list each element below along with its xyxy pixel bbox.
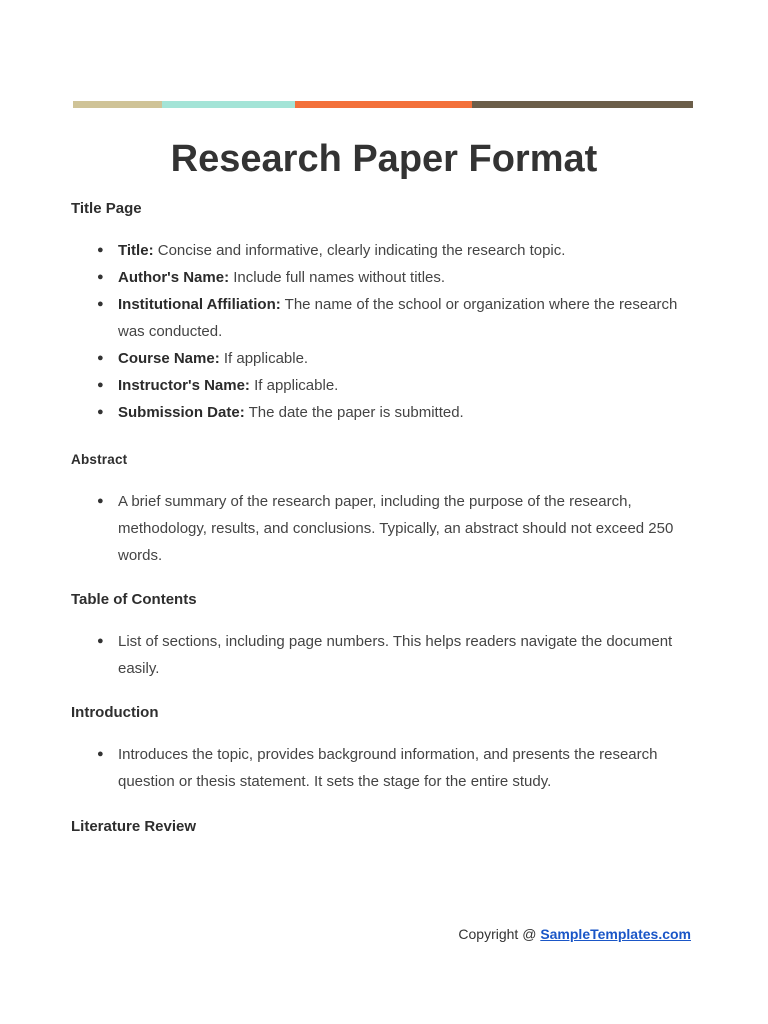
list-item	[71, 264, 701, 291]
bullet-list-title-page	[71, 237, 701, 426]
item-label: Course Name:	[118, 350, 220, 367]
bullet-icon: ●	[97, 635, 104, 647]
list-item	[71, 488, 701, 569]
item-label: Submission Date:	[118, 404, 245, 421]
item-text: A brief summary of the research paper, including the purpose of the research, methodology, results, and conclusions. Typically, an abstract should not exceed 250 words.	[118, 493, 674, 564]
item-text: List of sections, including page numbers. This helps readers navigate the document easily.	[118, 633, 673, 677]
item-text: Include full names without titles.	[229, 269, 446, 286]
item-text: Introduces the topic, provides background information, and presents the research question or thesis statement. It sets the stage for the entire study.	[118, 746, 658, 790]
bullet-icon: ●	[97, 406, 104, 418]
section-heading-table-of-contents: Table of Contents	[71, 591, 197, 608]
list-item	[71, 291, 701, 345]
list-item	[71, 345, 701, 372]
bullet-icon: ●	[97, 379, 104, 391]
bullet-icon: ●	[97, 244, 104, 256]
item-text: Concise and informative, clearly indicating the research topic.	[153, 242, 566, 259]
bullet-icon: ●	[97, 298, 104, 310]
list-item	[71, 628, 701, 682]
sampletemplates-link[interactable]: SampleTemplates.com	[540, 926, 691, 942]
color-bar-segment	[73, 101, 162, 108]
document-content	[71, 198, 701, 838]
page-title: Research Paper Format	[170, 138, 598, 180]
copyright-footer	[458, 926, 691, 942]
item-text: The name of the school or organization where the research was conducted.	[118, 296, 678, 340]
copyright-text: Copyright @	[458, 926, 541, 942]
item-label: Title:	[118, 242, 154, 259]
bullet-icon: ●	[97, 748, 104, 760]
bullet-icon: ●	[97, 495, 104, 507]
list-item	[71, 741, 701, 795]
decorative-color-bar	[73, 101, 693, 108]
color-bar-segment	[162, 101, 295, 108]
color-bar-segment	[472, 101, 693, 108]
list-item	[71, 399, 701, 426]
list-item	[71, 372, 701, 399]
item-text: The date the paper is submitted.	[244, 404, 464, 421]
bullet-list-introduction	[71, 741, 701, 795]
color-bar-segment	[295, 101, 472, 108]
section-heading-title-page: Title Page	[71, 200, 142, 217]
section-heading-introduction: Introduction	[71, 704, 159, 721]
item-text: If applicable.	[249, 377, 339, 394]
section-heading-abstract: Abstract	[71, 452, 128, 467]
bullet-list-table-of-contents	[71, 628, 701, 682]
bullet-icon: ●	[97, 352, 104, 364]
section-heading-literature-review: Literature Review	[71, 818, 197, 835]
bullet-list-abstract	[71, 488, 701, 569]
list-item	[71, 237, 701, 264]
bullet-icon: ●	[97, 271, 104, 283]
item-label: Author's Name:	[118, 269, 230, 286]
item-label: Institutional Affiliation:	[118, 296, 281, 313]
item-text: If applicable.	[219, 350, 309, 367]
item-label: Instructor's Name:	[118, 377, 250, 394]
